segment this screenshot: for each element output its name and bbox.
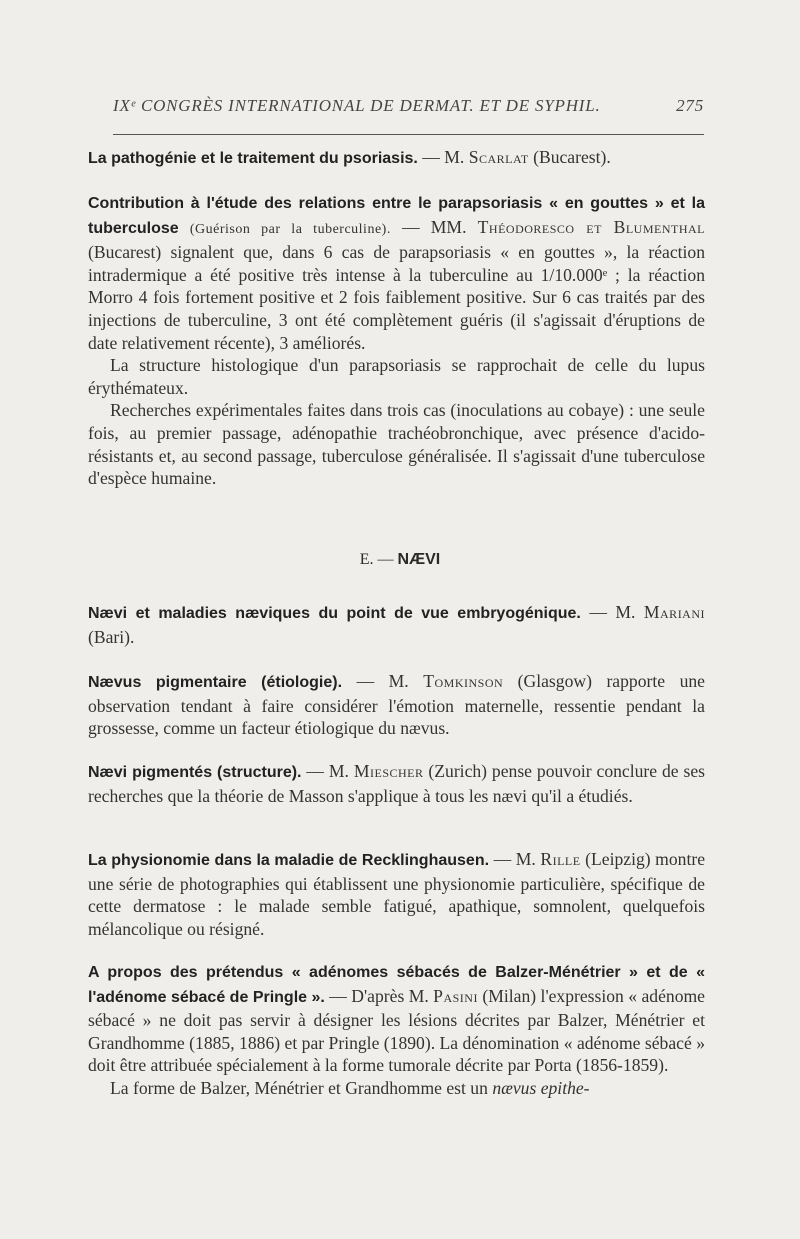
entry-author: Rille — [540, 849, 581, 869]
running-title: IXᵉ CONGRÈS INTERNATIONAL DE DERMAT. ET DE SYPHIL. — [113, 96, 601, 115]
entry-adenomes: A propos des prétendus « adénomes sébacés de Balzer-Ménétrier » et de « l'adénome sébacé de Pringle ». — D'après M. Pasini (Milan) l'expression « adénome sébacé » ne doit pas servir à désigner les lésions décrites par Balzer, Ménétrier et Grandhomme (1885, 1886) et par Pringle (1890). La dénomination « adénome sébacé » doit être attribuée spécialement à la forme tumorale décrite par Porta (1856-1859). La forme de Balzer, Ménétrier et Grandhomme est un nævus epithe- — [88, 964, 705, 1098]
entry-heading: La physionomie dans la maladie de Recklinghausen. — [88, 852, 490, 869]
italic-term: nævus epithe- — [492, 1077, 590, 1098]
paragraph: La structure histologique d'un parapsoriasis se rapprochait de celle du lupus érythémateux. — [88, 355, 705, 398]
entry-heading: A propos des prétendus « adénomes sébacés de Balzer-Ménétrier » et de « l'adénome sébacé de Pringle ». — [88, 964, 705, 1006]
entry-psoriasis: La pathogénie et le traitement du psoriasis. — M. Scarlat (Bucarest). — [88, 147, 611, 167]
paragraph: Recherches expérimentales faites dans trois cas (inoculations au cobaye) : une seule fois, au premier passage, adénopathie trachéobronchique, avec présence d'acido-résistants et, au second passage, tuberculose généralisée. Il s'agissait d'une tuberculose d'espèce humaine. — [88, 400, 705, 489]
entry-naevi-embryo: Nævi et maladies næviques du point de vue embryogénique. — M. Mariani (Bari). — [88, 602, 706, 647]
paragraph: La forme de Balzer, Ménétrier et Grandhomme est un — [110, 1077, 488, 1098]
entry-author: Miescher — [353, 761, 424, 781]
entry-recklinghausen: La physionomie dans la maladie de Recklinghausen. — M. Rille (Leipzig) montre une série de photographies qui établissent une physionomie particulière, spécifique de cette dermatose : le malade semble fatigué, apathique, somnolent, quelquefois mélancolique ou résigné. — [88, 849, 706, 939]
entry-author: Pasini — [433, 985, 478, 1006]
entry-naevus-pigmentaire: Nævus pigmentaire (étiologie). — M. Tomkinson (Glasgow) rapporte une observation tendant à faire considérer l'émotion maternelle, ressentie pendant la grossesse, comme un facteur étiologique du nævus. — [88, 671, 705, 739]
entry-naevi-pigmentes: Nævi pigmentés (structure). — M. Miescher (Zurich) pense pouvoir conclure de ses recherches que la théorie de Masson s'applique à tous les nævi qu'il a étudiés. — [88, 761, 705, 806]
entry-heading: La pathogénie et le traitement du psoriasis. — [88, 150, 418, 167]
running-header — [113, 96, 704, 116]
entry-heading: Nævi pigmentés (structure). — [88, 764, 302, 781]
section-title: NÆVI — [397, 551, 441, 568]
page-number: 275 — [676, 96, 704, 115]
entry-subheading: (Guérison par la tuberculine). — [189, 221, 391, 237]
entry-parapsoriasis: Contribution à l'étude des relations entre le parapsoriasis « en gouttes » et la tuberculose (Guérison par la tuberculine). — MM. Théodoresco et Blumenthal (Bucarest) signalent que, dans 6 cas de parapsoriasis « en gouttes », la réaction intradermique a été positive très intense à la tuberculine au 1/10.000ᵉ ; la réaction Morro 4 fois fortement positive et 2 fois faiblement positive. Sur 6 cas traités par des injections de tuberculine, 3 ont été complètement guéris (il s'agissait d'éruptions de date relativement récente), 3 améliorés. La structure histologique d'un parapsoriasis se rapprochait de celle du lupus érythémateux. Recherches expérimentales faites dans trois cas (inoculations au cobaye) : une seule fois, au premier passage, adénopathie trachéobronchique, avec présence d'acido-résistants et, au second passage, tuberculose généralisée. Il s'agissait d'une tuberculose d'espèce humaine. — [88, 195, 705, 489]
entry-author: Scarlat — [468, 147, 529, 167]
entry-author: Mariani — [643, 602, 706, 622]
entry-author: Tomkinson — [423, 671, 504, 691]
entry-heading: Nævi et maladies næviques du point de vue embryogénique. — [88, 605, 581, 622]
entry-heading: Contribution à l'étude des relations entre le parapsoriasis « en gouttes » et la tuberculose — [88, 195, 705, 237]
header-rule — [113, 134, 704, 135]
entry-author: Théodoresco et Blumenthal — [477, 216, 705, 237]
section-heading: E. — NÆVI — [359, 551, 441, 568]
entry-heading: Nævus pigmentaire (étiologie). — [88, 674, 343, 691]
